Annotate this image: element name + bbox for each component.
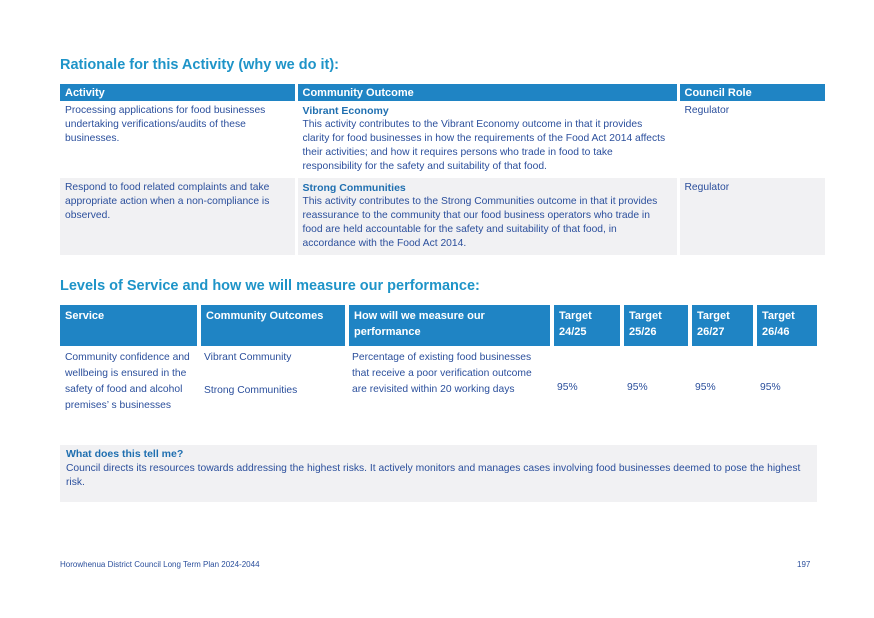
what-does-this-tell-me-box (60, 445, 817, 502)
measure-cell: Percentage of existing food businesses that receive a poor verification outcome are revisited within 20 working days (352, 352, 532, 395)
table-row (60, 101, 825, 178)
header-community-outcomes: Community Outcomes (199, 305, 347, 346)
role-cell: Regulator (678, 101, 825, 178)
header-target-25-26: Target 25/26 (622, 305, 690, 346)
header-target-26-27: Target 26/27 (690, 305, 755, 346)
outcome-cell (296, 101, 678, 178)
service-cell: Community confidence and wellbeing is ensured in the safety of food and alcohol premises’ s businesses (65, 352, 190, 411)
table-row (60, 178, 825, 255)
levels-heading: Levels of Service and how we will measure our performance: (60, 278, 480, 294)
table-row (60, 346, 817, 418)
callout-text: Council directs its resources towards addressing the highest risks. It actively monitors and manages cases involving food businesses deemed to pose the highest risk. (66, 463, 801, 488)
rationale-header-row (60, 84, 825, 101)
outcome-title: Strong Communities (302, 182, 406, 194)
target-cell: 95% (695, 382, 716, 393)
header-target-24-25: Target 24/25 (552, 305, 622, 346)
callout-title: What does this tell me? (66, 448, 184, 460)
header-target-26-46: Target 26/46 (755, 305, 817, 346)
header-council-role: Council Role (678, 84, 825, 101)
outcome-title: Vibrant Economy (302, 105, 389, 117)
outcomes-cell (199, 346, 347, 418)
role-cell: Regulator (678, 178, 825, 255)
header-community-outcome: Community Outcome (296, 84, 678, 101)
outcome-cell (296, 178, 678, 255)
target-cell: 95% (627, 382, 648, 393)
levels-of-service-table (60, 305, 817, 418)
rationale-table (60, 84, 825, 255)
header-activity: Activity (60, 84, 296, 101)
header-measure: How will we measure our performance (347, 305, 552, 346)
outcome-vibrant: Vibrant Community (204, 352, 292, 363)
outcome-text: This activity contributes to the Vibrant Economy outcome in that it provides clarity for food businesses in how the requirements of the Food Act 2014 affects their activities; and how it requires persons who trade in food to take responsibility for the safety and suitability of that food. (302, 119, 666, 172)
target-cell: 95% (760, 382, 781, 393)
outcome-text: This activity contributes to the Strong Communities outcome in that it provides reassurance to the community that our food business operators who trade in food are held accountable for the safety and suitability of that food, in accordance with the Food Act 2014. (302, 196, 658, 249)
rationale-heading: Rationale for this Activity (why we do it): (60, 57, 340, 73)
footer-title: Horowhenua District Council Long Term Plan 2024-2044 (60, 560, 260, 569)
activity-cell: Processing applications for food businesses undertaking verifications/audits of these businesses. (60, 101, 296, 178)
activity-cell: Respond to food related complaints and take appropriate action when a non-compliance is observed. (60, 178, 296, 255)
target-cell: 95% (557, 382, 578, 393)
header-service: Service (60, 305, 199, 346)
levels-header-row (60, 305, 817, 346)
page-number: 197 (797, 560, 811, 569)
outcome-strong: Strong Communities (204, 385, 298, 396)
